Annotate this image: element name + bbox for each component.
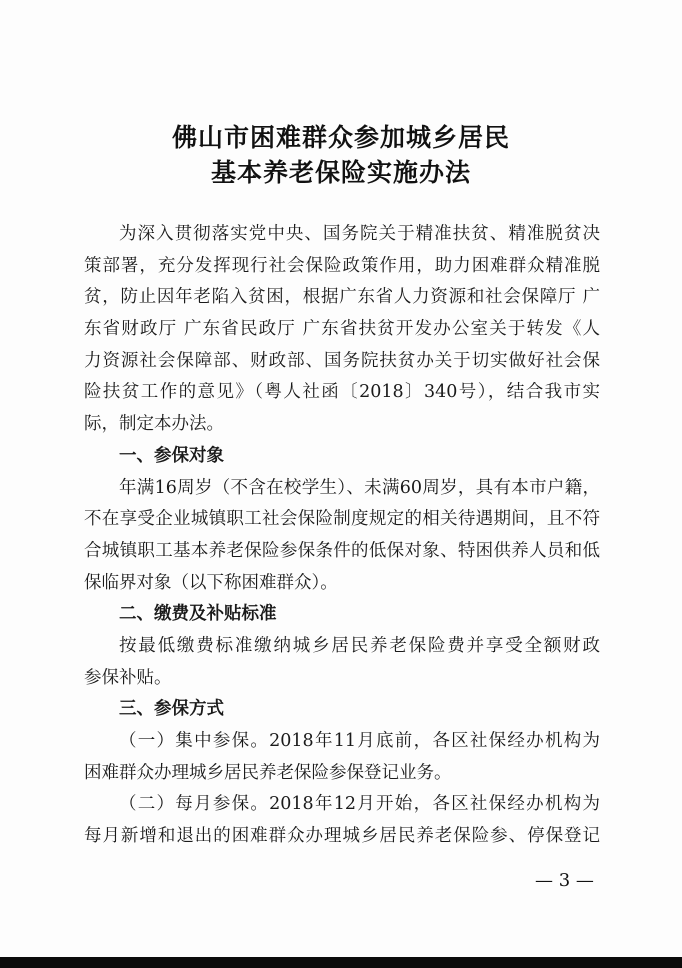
paragraph-line: 险扶贫工作的意见》（粤人社函〔2018〕340号），结合我市实 bbox=[84, 382, 600, 403]
paragraph-line: 参保补贴。 bbox=[84, 667, 172, 688]
paragraph-line: 策部署，充分发挥现行社会保险政策作用，助力困难群众精准脱 bbox=[84, 255, 600, 276]
paragraph-line: （二）每月参保。2018年12月开始，各区社保经办机构为 bbox=[119, 794, 600, 815]
document-title-line-1: 佛山市困难群众参加城乡居民 bbox=[171, 123, 510, 152]
page-number: — 3 — bbox=[535, 870, 594, 891]
paragraph-line: 为深入贯彻落实党中央、国务院关于精准扶贫、精准脱贫决 bbox=[119, 224, 600, 244]
section-heading: 一、参保对象 bbox=[119, 445, 224, 466]
paragraph-line: 每月新增和退出的困难群众办理城乡居民养老保险参、停保登记 bbox=[84, 826, 600, 847]
paragraph-line: 不在享受企业城镇职工社会保险制度规定的相关待遇期间，且不符 bbox=[84, 509, 600, 530]
paragraph-line: 保临界对象（以下称困难群众）。 bbox=[84, 572, 338, 593]
paragraph-line: 年满16周岁（不含在校学生）、未满60周岁，具有本市户籍， bbox=[119, 477, 600, 498]
paragraph-line: （一）集中参保。2018年11月底前，各区社保经办机构为 bbox=[119, 731, 600, 751]
paragraph-line: 东省财政厅 广东省民政厅 广东省扶贫开发办公室关于转发《人 bbox=[84, 319, 600, 340]
paragraph-line: 力资源社会保障部、财政部、国务院扶贫办关于切实做好社会保 bbox=[84, 350, 600, 371]
document-body bbox=[84, 219, 600, 853]
paragraph-line: 困难群众办理城乡居民养老保险参保登记业务。 bbox=[84, 762, 452, 783]
paragraph-line: 贫，防止因年老陷入贫困，根据广东省人力资源和社会保障厅 广 bbox=[84, 287, 600, 308]
section-heading: 三、参保方式 bbox=[119, 699, 224, 720]
paragraph-line: 际，制定本办法。 bbox=[84, 414, 224, 435]
paragraph-line: 按最低缴费标准缴纳城乡居民养老保险费并享受全额财政 bbox=[119, 635, 600, 656]
scan-edge bbox=[0, 957, 682, 968]
document-title-line-2: 基本养老保险实施办法 bbox=[210, 158, 471, 187]
section-heading: 二、缴费及补贴标准 bbox=[119, 604, 277, 625]
paragraph-line: 合城镇职工基本养老保险参保条件的低保对象、特困供养人员和低 bbox=[84, 540, 600, 561]
